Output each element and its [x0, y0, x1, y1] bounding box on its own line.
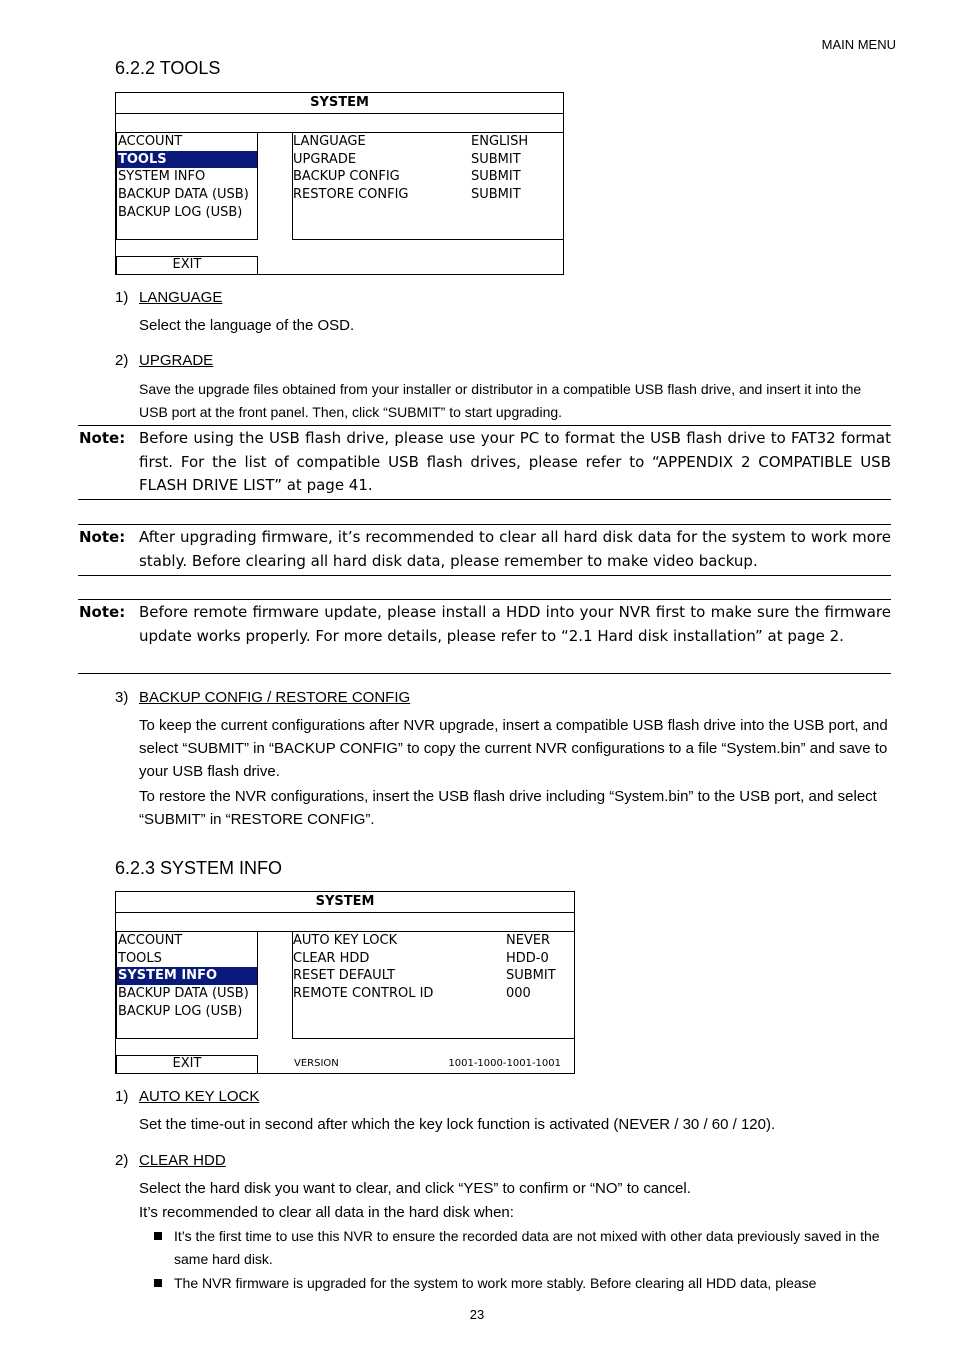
- menu-item-system-info[interactable]: SYSTEM INFO: [117, 967, 257, 985]
- setting-row-auto-key-lock[interactable]: AUTO KEY LOCK NEVER: [293, 933, 551, 948]
- note-text: Before using the USB flash drive, please use your PC to format the USB flash drive to FAT32 format first. For the list of compatible USB flash drives, please refer to “APPENDIX 2 COMPATIBLE USB FLASH DRIVE LIST” at page 41.: [139, 429, 891, 494]
- setting-row-restore-config[interactable]: RESTORE CONFIG SUBMIT: [293, 187, 521, 203]
- menu-item-backup-data[interactable]: BACKUP DATA (USB): [118, 986, 249, 1002]
- osd-settings-panel: [292, 931, 575, 1039]
- setting-row-language[interactable]: LANGUAGE ENGLISH: [293, 134, 529, 149]
- osd-title-spacer: [116, 113, 563, 133]
- item-restore-text: To restore the NVR configurations, insert the USB flash drive including “System.bin” to the USB port, and select “SUBMIT” in “RESTORE CONFIG”.: [139, 788, 877, 828]
- running-header: MAIN MENU: [821, 37, 896, 52]
- note-divider: [78, 425, 891, 426]
- item-backup-restore-title: 3) BACKUP CONFIG / RESTORE CONFIG: [115, 689, 411, 706]
- item-auto-key-lock-text: Set the time-out in second after which the key lock function is activated (NEVER / 30 / 60 / 120).: [139, 1116, 776, 1133]
- note-text: After upgrading firmware, it’s recommended to clear all hard disk data for the system to work more stably. Before clearing all hard disk data, please remember to make video backup.: [139, 528, 891, 570]
- note-divider: [78, 499, 891, 500]
- note-remote-update: [79, 601, 891, 648]
- osd-title: SYSTEM: [116, 93, 563, 114]
- setting-row-backup-config[interactable]: BACKUP CONFIG SUBMIT: [293, 169, 521, 185]
- section-title-system-info: 6.2.3 SYSTEM INFO: [115, 858, 283, 878]
- version-label: VERSION: [294, 1058, 339, 1069]
- bullet-item: It’s the first time to use this NVR to ensure the recorded data are not mixed with other data previously saved in the same hard disk.: [155, 1225, 891, 1271]
- menu-item-backup-data[interactable]: BACKUP DATA (USB): [118, 187, 249, 203]
- osd-title-spacer: [116, 912, 574, 932]
- note-label: Note:: [79, 603, 126, 621]
- osd-title: SYSTEM: [116, 892, 574, 913]
- setting-row-remote-control-id[interactable]: REMOTE CONTROL ID 000: [293, 986, 531, 1002]
- setting-row-reset-default[interactable]: RESET DEFAULT SUBMIT: [293, 968, 556, 984]
- note-text: Before remote firmware update, please install a HDD into your NVR first to make sure the firmware update works properly. For more details, please refer to “2.1 Hard disk installation” at page 2.: [139, 603, 891, 645]
- note-divider: [78, 599, 891, 600]
- menu-item-account[interactable]: ACCOUNT: [118, 134, 183, 149]
- osd-menu: [116, 931, 258, 1039]
- exit-button[interactable]: EXIT: [116, 1055, 258, 1074]
- item-clear-hdd-text: Select the hard disk you want to clear, and click “YES” to confirm or “NO” to cancel.: [139, 1180, 691, 1197]
- menu-item-backup-log[interactable]: BACKUP LOG (USB): [118, 1003, 243, 1019]
- bullet-square-icon: [154, 1279, 162, 1287]
- note-divider: [78, 575, 891, 576]
- menu-item-account[interactable]: ACCOUNT: [118, 933, 183, 948]
- note-clear-hdd: [79, 526, 891, 573]
- note-label: Note:: [79, 429, 126, 447]
- item-language-text: Select the language of the OSD.: [139, 317, 355, 334]
- bullet-item: The NVR firmware is upgraded for the system to work more stably. Before clearing all HDD data, please: [155, 1272, 891, 1295]
- exit-button[interactable]: EXIT: [116, 256, 258, 275]
- menu-item-backup-log[interactable]: BACKUP LOG (USB): [118, 204, 243, 220]
- note-divider: [78, 524, 891, 525]
- setting-row-upgrade[interactable]: UPGRADE SUBMIT: [293, 151, 521, 167]
- menu-item-system-info[interactable]: SYSTEM INFO: [118, 169, 206, 185]
- note-usb-format: [79, 427, 891, 498]
- osd-system-info: [115, 891, 575, 1074]
- menu-item-tools[interactable]: TOOLS: [118, 950, 162, 966]
- item-upgrade-text: Save the upgrade files obtained from your installer or distributor in a compatible USB flash drive, and insert it into the USB port at the front panel. Then, click “SUBMIT” to start upgrading.: [139, 381, 862, 420]
- setting-row-clear-hdd[interactable]: CLEAR HDD HDD-0: [293, 950, 549, 966]
- bullet-square-icon: [154, 1232, 162, 1240]
- item-auto-key-lock-title: 1) AUTO KEY LOCK: [115, 1088, 260, 1105]
- item-language-title: 1) LANGUAGE: [115, 289, 223, 306]
- menu-item-tools[interactable]: TOOLS: [117, 151, 257, 169]
- item-clear-hdd-text-2: It’s recommended to clear all data in the hard disk when:: [139, 1204, 514, 1221]
- note-divider: [78, 673, 891, 674]
- osd-system-tools: [115, 92, 564, 275]
- page-number: 23: [469, 1307, 485, 1322]
- item-upgrade-title: 2) UPGRADE: [115, 352, 214, 369]
- item-clear-hdd-title: 2) CLEAR HDD: [115, 1152, 226, 1169]
- section-title-tools: 6.2.2 TOOLS: [115, 58, 221, 78]
- osd-settings-panel: [292, 132, 564, 240]
- note-label: Note:: [79, 528, 126, 546]
- version-value: 1001-1000-1001-1001: [448, 1058, 561, 1069]
- item-backup-text: To keep the current configurations after NVR upgrade, insert a compatible USB flash drive into the USB port, and select “SUBMIT” in “BACKUP CONFIG” to copy the current NVR configurations to a file “System.bin” and save to your USB flash drive.: [139, 717, 888, 780]
- osd-menu: [116, 132, 258, 240]
